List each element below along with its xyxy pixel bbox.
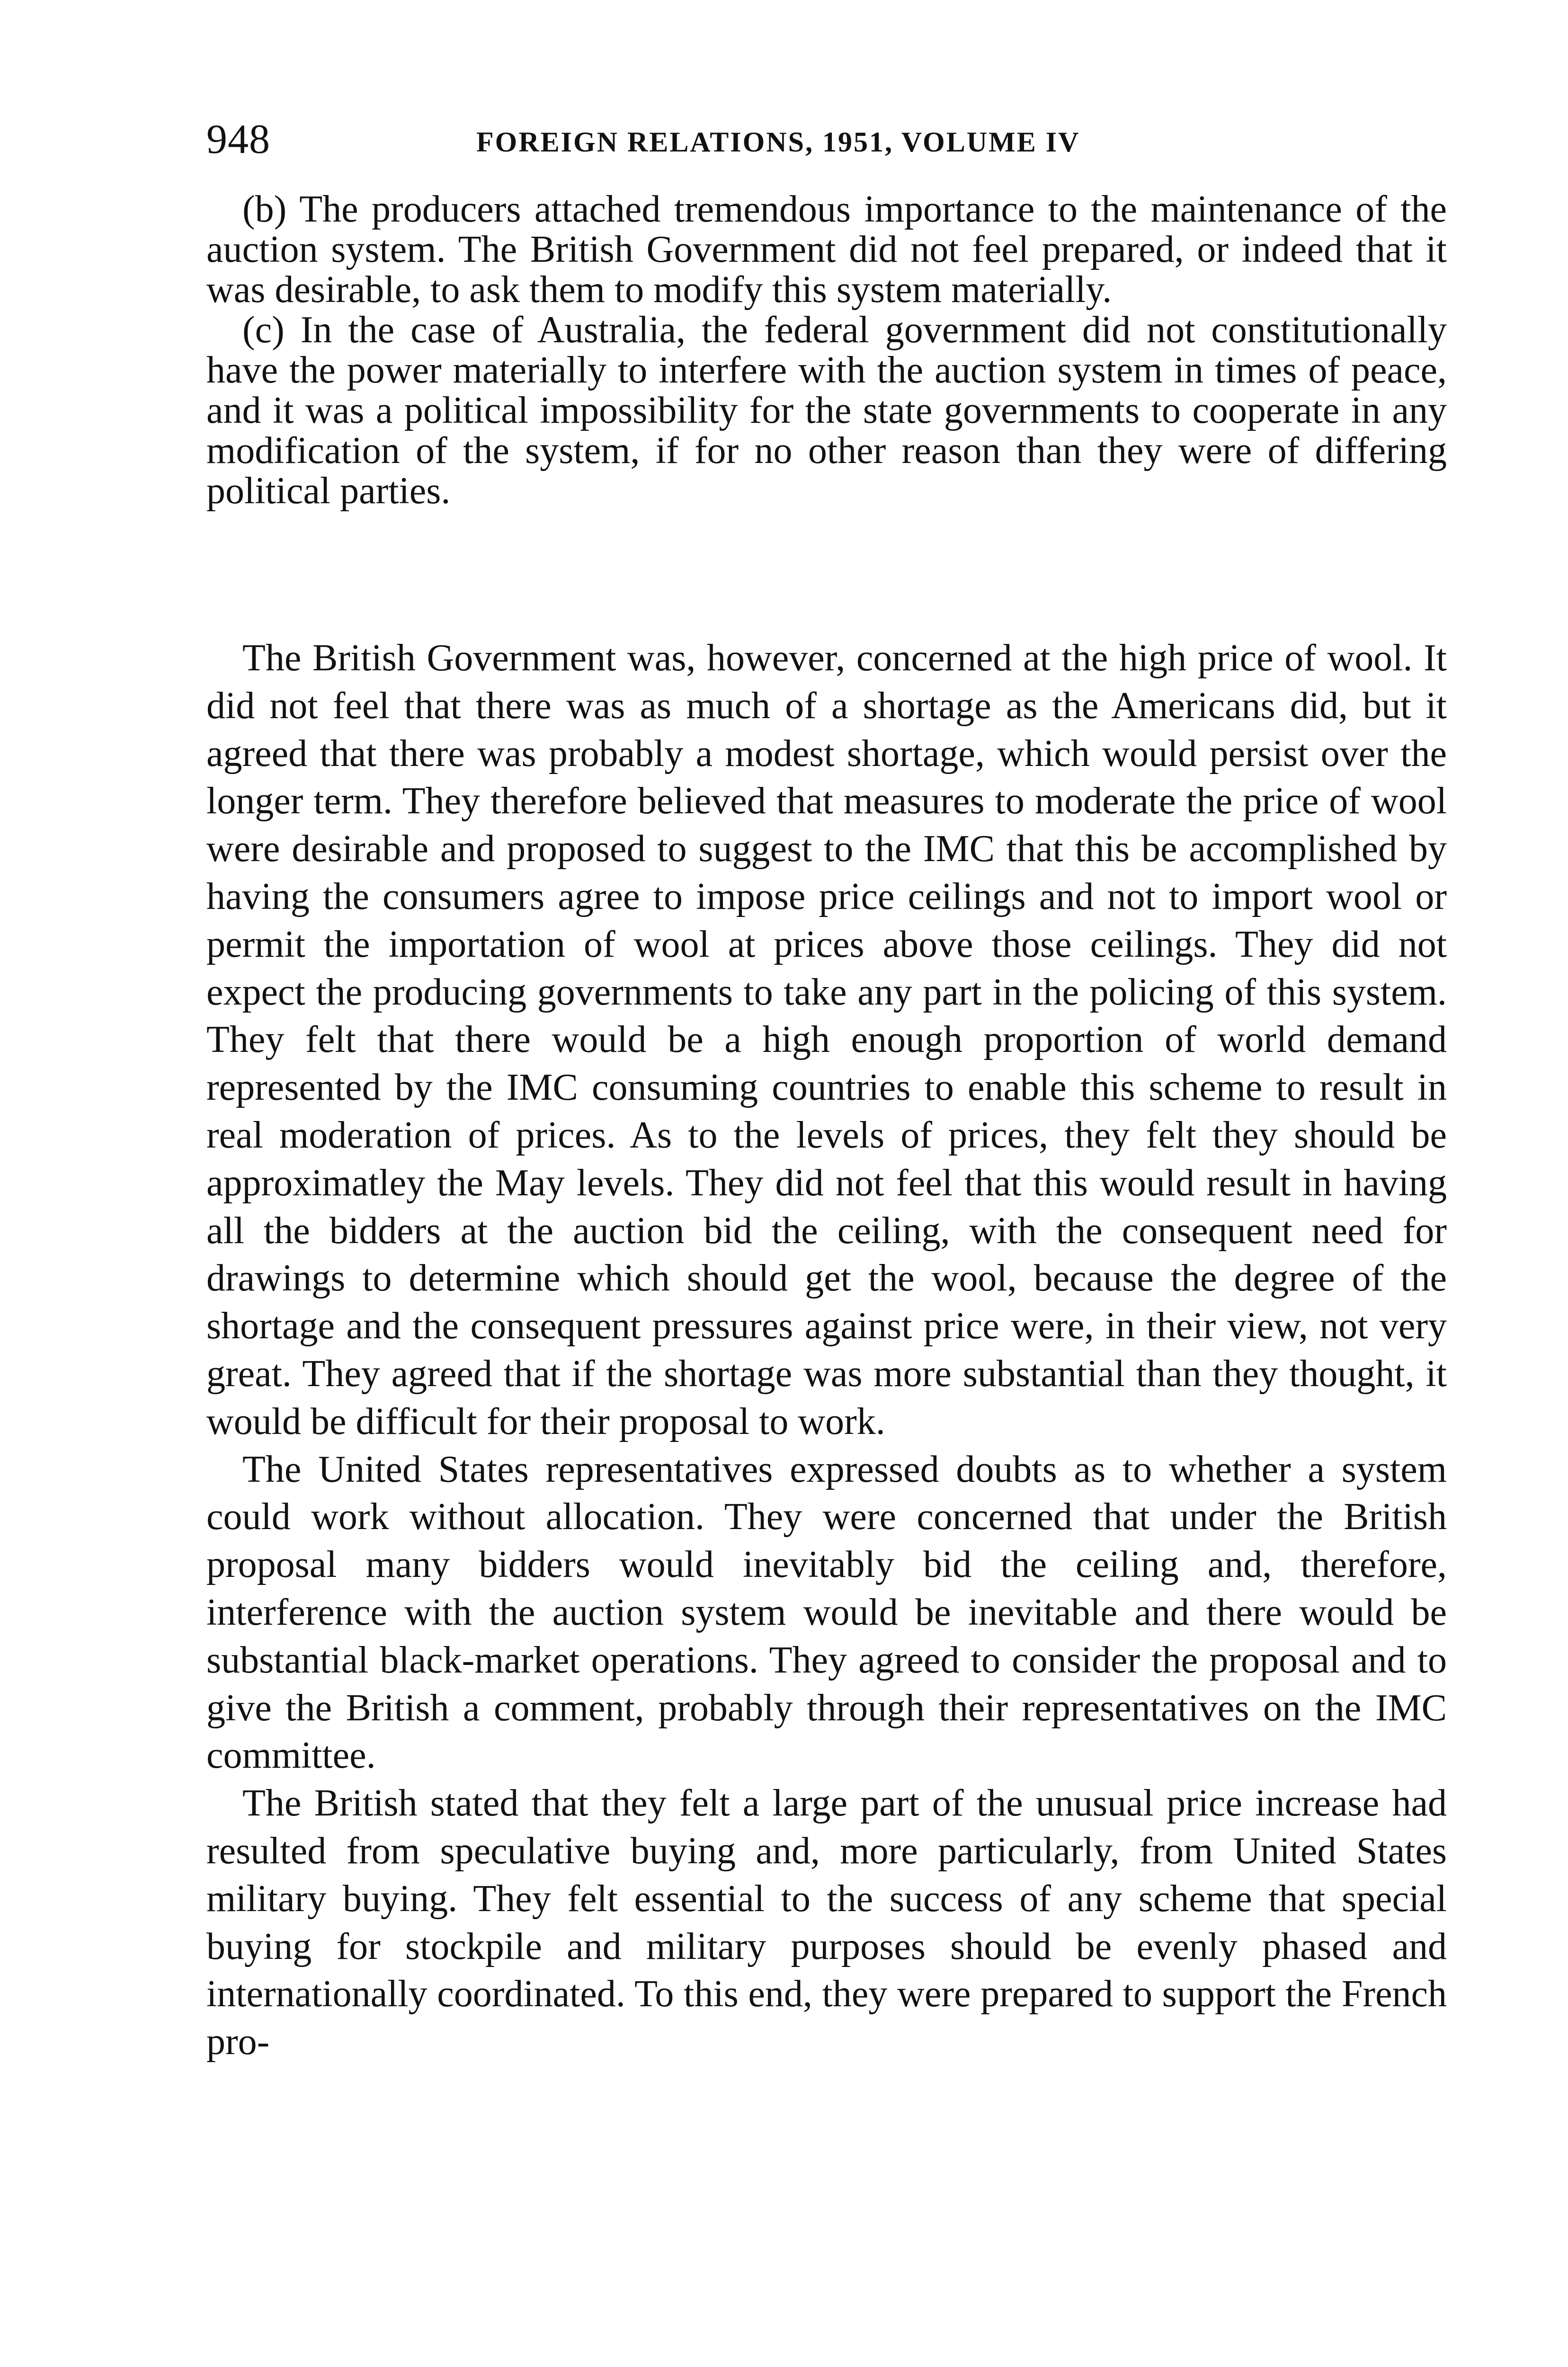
point-b: (b) The producers attached tremendous importance to the maintenance of the auction system. The British Government did not feel prepared, or indeed that it was desirable, to ask them to modify this system materially. (206, 188, 1447, 311)
paragraph-british-stated: The British stated that they felt a large part of the unusual price increase had resulted from speculative buying and, more particularly, from United States military buying. They felt essential to the success of any scheme that special buying for stockpile and military purposes should be evenly phased and internationally coordinated. To this end, they were prepared to support the French pro- (206, 1782, 1447, 2063)
page-number: 948 (206, 116, 270, 162)
point-c: (c) In the case of Australia, the federal government did not constitutionally have the power materially to interfere with the auction system in times of peace, and it was a political impossibility for the state governments to cooperate in any modification of the system, if for no other reason than they were of differing political parties. (206, 309, 1447, 512)
main-text (206, 634, 1447, 2066)
paragraph-british-government: The British Government was, however, concerned at the high price of wool. It did not feel that there was as much of a shortage as the Americans did, but it agreed that there was probably a modest shortage, which would persist over the longer term. They therefore believed that measures to moderate the price of wool were desirable and proposed to suggest to the IMC that this be accomplished by having the consumers agree to impose price ceilings and not to import wool or permit the importation of wool at prices above those ceilings. They did not expect the producing governments to take any part in the policing of this system. They felt that there would be a high enough proportion of world demand represented by the IMC consuming countries to enable this scheme to result in real moderation of prices. As to the levels of prices, they felt they should be approximatley the May levels. They did not feel that this would result in having all the bidders at the auction bid the ceiling, with the consequent need for drawings to determine which should get the wool, because the degree of the shortage and the consequent pressures against price were, in their view, not very great. They agreed that if the shortage was more substantial than they thought, it would be difficult for their proposal to work. (206, 637, 1447, 1442)
paragraph-us-representatives: The United States representatives expressed doubts as to whether a system could work without allocation. They were concerned that under the British proposal many bidders would inevitably bid the ceiling and, therefore, interference with the auction system would be inevitable and there would be substantial black-market operations. They agreed to consider the proposal and to give the British a comment, probably through their representatives on the IMC committee. (206, 1448, 1447, 1777)
page-header (206, 114, 1447, 166)
lettered-points (206, 189, 1447, 511)
running-head: FOREIGN RELATIONS, 1951, VOLUME IV (476, 126, 1080, 158)
